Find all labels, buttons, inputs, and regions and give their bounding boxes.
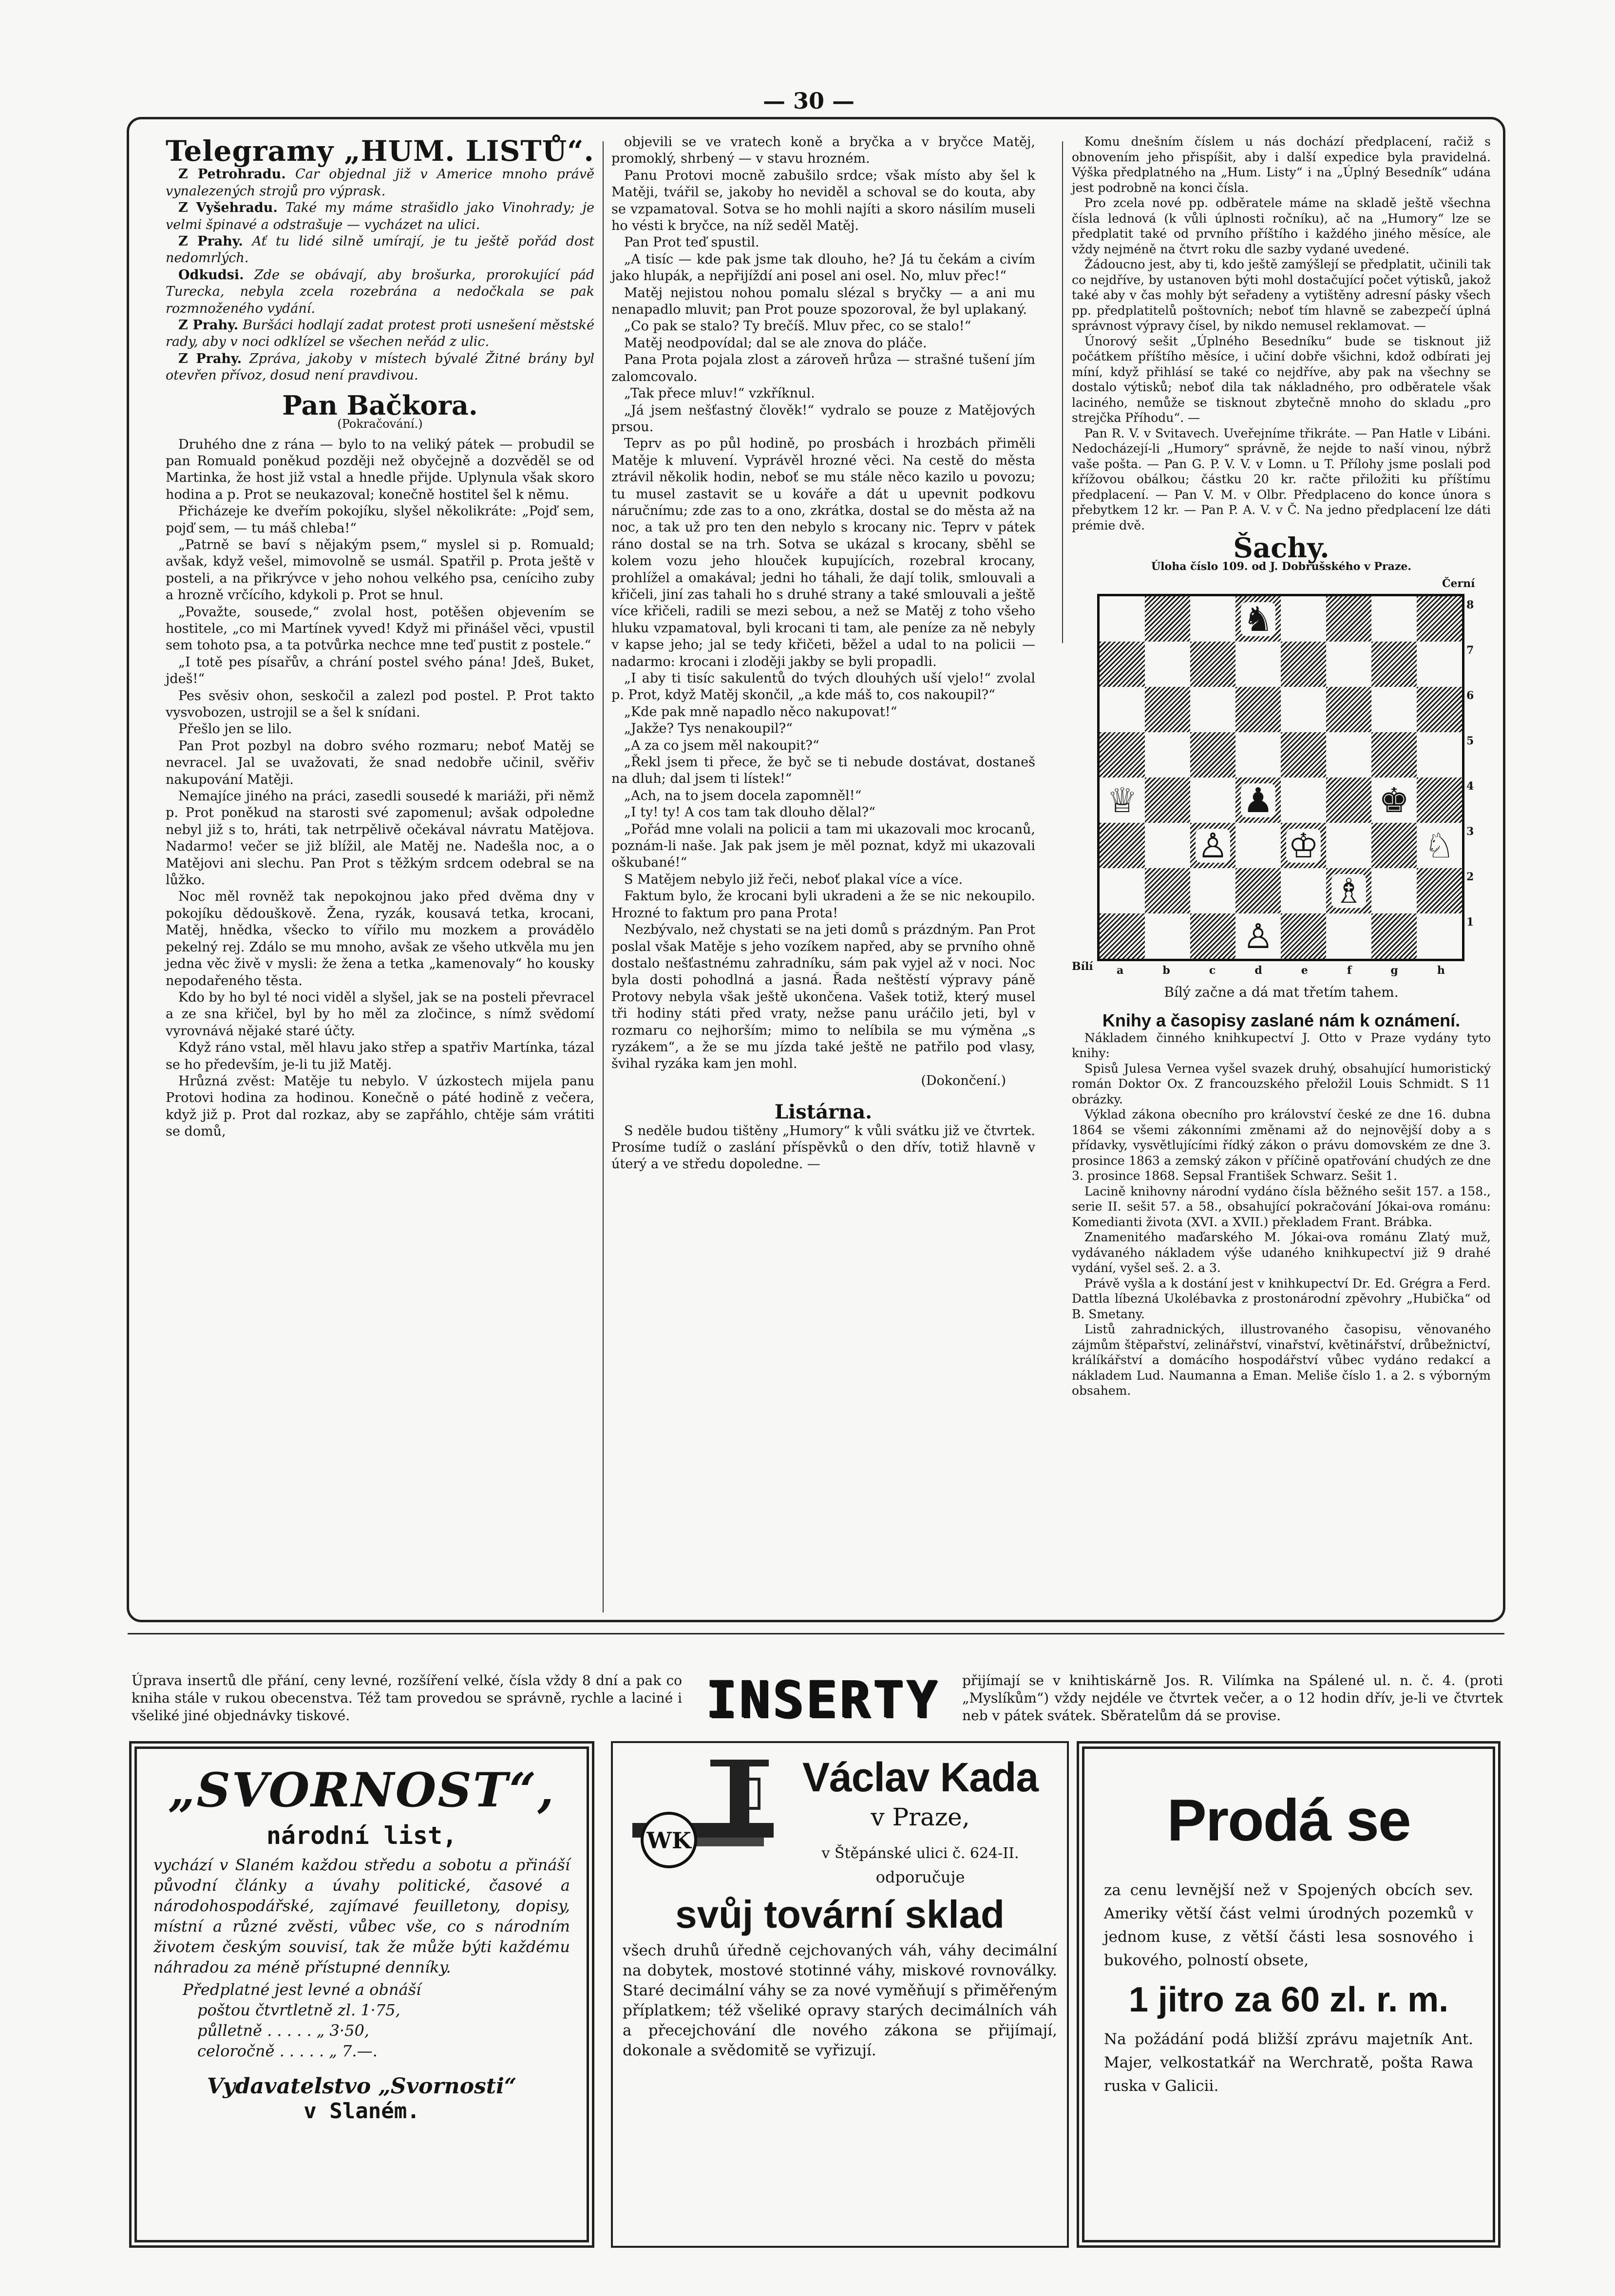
chess-square <box>1281 913 1326 959</box>
telegram-list <box>166 166 594 384</box>
chess-piece-icon: ♙ <box>1196 829 1230 863</box>
column-1 <box>166 134 594 1140</box>
rank-label: 4 <box>1466 780 1474 793</box>
chess-square <box>1100 732 1145 778</box>
chess-square <box>1235 596 1281 642</box>
kada-name: Václav Kada <box>802 1754 1038 1800</box>
chess-square <box>1281 596 1326 642</box>
story-text-col2 <box>611 134 1035 1073</box>
inserty-left-text: Úprava insertů dle přání, ceny levné, rozšíření velké, čísla vždy 8 dní a pak co kniha stále v rukou obecenstva. Též tam provedou se správně, rychle a laciné i všeliké jiné objednávky tiskové. <box>132 1672 682 1724</box>
chess-square <box>1326 642 1371 687</box>
rank-label: 8 <box>1466 599 1474 611</box>
file-label: b <box>1162 964 1170 977</box>
chess-square <box>1417 913 1462 959</box>
story-paragraph: „A tisíc — kde pak jsme tak dlouho, he? Já tu čekám a civím jako hlupák, a nepřijíždí ani posel ani osel. No, mluv přec!“ <box>611 251 1035 284</box>
chess-square <box>1190 823 1235 868</box>
book-item: Nákladem činného knihkupectví J. Otto v Praze vydány tyto knihy: <box>1072 1030 1491 1060</box>
story-paragraph: Kdo by ho byl té noci viděl a slyšel, jak se na posteli převracel a ze sna křičel, byl by ho měl za zločince, s nímž svědomí vyrovnává nějaké staré účty. <box>166 989 594 1039</box>
kada-city: v Praze, <box>871 1803 970 1831</box>
price-line: poštou čtvrtletně zl. 1·75, <box>197 2001 400 2019</box>
chess-square <box>1145 868 1190 913</box>
story-paragraph: objevili se ve vratech koně a bryčka a v bryčce Matěj, promoklý, shrbený — v stavu hrozném. <box>611 134 1035 167</box>
kada-address: v Štěpánské ulici č. 624-II. <box>821 1845 1019 1862</box>
chess-piece-icon: ♔ <box>1286 829 1321 863</box>
column-separator <box>603 141 604 1613</box>
story-paragraph: Pana Prota pojala zlost a zároveň hrůza — strašné tušení jím zalomcovalo. <box>611 352 1035 384</box>
story-paragraph: Matěj neodpovídal; dal se ale znova do pláče. <box>624 335 927 351</box>
chess-square <box>1326 913 1371 959</box>
chess-square <box>1326 732 1371 778</box>
chess-square <box>1190 778 1235 823</box>
books-list <box>1072 1030 1491 1399</box>
chess-square <box>1235 732 1281 778</box>
chess-square <box>1100 823 1145 868</box>
telegram-item <box>166 317 594 351</box>
proda-text2: Na požádání podá bližší zprávu majetník Ant. Majer, velkostatkář na Werchratě, pošta Rawa ruska v Galicii. <box>1104 2030 1473 2095</box>
chess-square <box>1326 687 1371 732</box>
chess-square <box>1100 687 1145 732</box>
chess-square <box>1145 778 1190 823</box>
file-label: g <box>1390 964 1398 977</box>
telegram-place: Z Petrohradu. <box>178 167 286 182</box>
book-item: Znamenitého maďarského M. Jókai-ova románu Zlatý muž, vydávaného nákladem výše udaného knihkupectví již 9 drahé vydání, vyšel seš. 2. a 3. <box>1072 1230 1491 1275</box>
chess-square <box>1100 778 1145 823</box>
telegram-place: Z Prahy. <box>178 234 243 249</box>
book-item: Výklad zákona obecního pro království české ze dne 16. dubna 1864 se všemi zákonními změnami až do nejnovější doby a s přídavky, vysvětlujícími řídký zákon o právu domovském ze dne 3. prosince 1863 a zemský zákon v příčině opatřování chudých ze dne 3. prosince 1868. Sepsal František Schwarz. Sešit 1. <box>1072 1107 1491 1183</box>
column-2 <box>611 134 1035 1173</box>
telegrams-title: Telegramy „HUM. LISTŮ“. <box>166 134 594 168</box>
chess-square <box>1417 596 1462 642</box>
listarna-text: S neděle budou tištěny „Humory“ k vůli svátku již ve čtvrtek. Prosíme tudíž o zaslání příspěvků o den dřív, totiž hlavně v úterý a ve středu dopoledne. — <box>611 1123 1035 1172</box>
rank-label: 6 <box>1466 689 1474 702</box>
story-title: Pan Bačkora. <box>282 389 478 421</box>
white-label: Bílí <box>1072 960 1093 973</box>
book-item: Právě vyšla a k dostání jest v knihkupectví Dr. Ed. Grégra a Ferd. Dattla líbezná Ukolébavka z prostonárodní zpěvohry „Hubička“ od B. Smetany. <box>1072 1276 1491 1321</box>
notice-paragraph: Žádoucno jest, aby ti, kdo ještě zamýšlejí se předplatit, učinili tak co nejdříve, by ustanoven býti mohl dostačující počet výtisků, jakož také aby v čas mohly být seřadeny a vytištěny adresní pásky všech pp. předplatitelů poštovních; neboť tím hlavně se zabezpečí úplná správnost výpravy čísel, by nikdo nemusel reklamovat. — <box>1072 257 1491 333</box>
telegram-text: Car objednal již v Americe mnoho právě vynalezených strojů pro výprask. <box>166 167 594 199</box>
story-paragraph: „I totě pes písařův, a chrání postel svého pána! Jdeš, Buket, jdeš!“ <box>166 654 594 687</box>
story-paragraph: „Co pak se stalo? Ty brečíš. Mluv přec, co se stalo!“ <box>624 319 971 334</box>
chess-square <box>1190 732 1235 778</box>
books-title: Knihy a časopisy zaslané nám k oznámení. <box>1102 1010 1461 1030</box>
svornost-title: „SVORNOST“, <box>168 1763 555 1818</box>
book-item: Listů zahradnických, illustrovaného časopisu, věnovaného zájmům štěpařství, zelinářství, vinařství, květinářství, drůbežnictví, králíkářství a domácího hospodářství vůbec vydáno redakcí a nákladem Lud. Naumanna a Eman. Meliše číslo 1. a 2. s výborným obsahem. <box>1072 1322 1491 1398</box>
telegram-item <box>166 351 594 384</box>
chess-square <box>1417 868 1462 913</box>
chess-square <box>1326 778 1371 823</box>
story-paragraph: „Jakže? Tys nenakoupil?“ <box>624 721 793 737</box>
story-paragraph: Přešlo jen se lilo. <box>178 721 292 737</box>
notice-paragraph: Pro zcela nové pp. odběratele máme na skladě ještě všechna čísla lednová (k vůli úplnosti ročníku), ač na „Humory“ lze se předplatit také od prvního příštího i každého jiného měsíce, ale vždy nejméně na čtvrt roku dle sazby vydané uvedené. <box>1072 196 1491 256</box>
chess-square <box>1235 687 1281 732</box>
rank-label: 2 <box>1466 871 1474 883</box>
book-item: Lacině knihovny národní vydáno čísla běžného sešit 157. a 158., serie II. sešit 57. a 58., obsahující pokračování Jókai-ova románu: Komedianti života (XVI. a XVII.) překladem Frant. Brábka. <box>1072 1184 1491 1229</box>
chess-piece-icon: ♚ <box>1377 783 1411 817</box>
chess-subtitle: Úloha číslo 109. od J. Dobrušského v Praze. <box>1151 560 1411 573</box>
chess-square <box>1371 868 1417 913</box>
story-paragraph: Hrůzná zvěst: Matěje tu nebylo. V úzkostech mijela panu Protovi hodina za hodinou. Konečně o páté hodině z večera, když již p. Prot dal rozkaz, aby se zapřáhlo, chtěje sám vrátiti se domů, <box>166 1073 594 1139</box>
story-paragraph: Faktum bylo, že krocani byli ukradeni a že se nic nekoupilo. Hrozné to faktum pro pana Prota! <box>611 889 1035 921</box>
story-paragraph: „Já jsem nešťastný člověk!“ vydralo se pouze z Matějových prsou. <box>611 402 1035 435</box>
chess-square <box>1371 687 1417 732</box>
chess-square <box>1417 778 1462 823</box>
chess-square <box>1326 823 1371 868</box>
chess-square <box>1145 823 1190 868</box>
file-label: h <box>1437 964 1445 977</box>
story-paragraph: Pan Prot teď spustil. <box>624 235 760 250</box>
story-paragraph: Nemajíce jiného na práci, zasedli sousedé k mariáži, při němž p. Prot poněkud na starosti své zapomenul; avšak odpoledne nebyl již s to, hráti, tak netrpělivě očekával návratu Matějova. Nadarmo! večer se již blížil, ale Matěj ne. Nadešla noc, a o Matějovi ani slechu. Pan Prot s těžkým srdcem odebral se na lůžko. <box>166 789 594 888</box>
price-line: celoročně . . . . . „ 7.—. <box>197 2042 378 2060</box>
file-label: d <box>1254 964 1262 977</box>
chess-square <box>1326 596 1371 642</box>
rank-labels <box>1466 598 1481 960</box>
chess-square <box>1281 732 1326 778</box>
page-number: — 30 — <box>762 88 855 114</box>
chess-square <box>1371 732 1417 778</box>
chess-square <box>1190 642 1235 687</box>
chess-square <box>1235 823 1281 868</box>
kada-opens: odporučuje <box>875 1868 965 1886</box>
telegram-text: Zde se obávají, aby brošurka, prorokující pád Turecka, nebyla zcela rozebrána a nedočkala se pak rozmnoženého vydání. <box>166 267 594 316</box>
chess-square <box>1235 913 1281 959</box>
column-separator <box>1062 141 1063 643</box>
chess-square <box>1145 687 1190 732</box>
chess-caption: Bílý začne a dá mat třetím tahem. <box>1164 984 1399 1000</box>
chess-square <box>1326 868 1371 913</box>
chess-square <box>1281 823 1326 868</box>
story-paragraph: Přicházeje ke dveřím pokojíku, slyšel několikráte: „Pojď sem, pojď sem, — tu máš chleba!“ <box>166 504 594 536</box>
chess-piece-icon: ♘ <box>1422 829 1457 863</box>
telegram-text: Také my máme strašidlo jako Vinohrady; je velmi špinavé a odstrašuje — vycházet na ulici. <box>166 200 595 232</box>
column-3 <box>1072 134 1491 1399</box>
book-item: Spisů Julesa Vernea vyšel svazek druhý, obsahující humoristický román Doktor Ox. Z francouzského přeložil Louis Schmidt. S 11 obrázky. <box>1072 1061 1491 1106</box>
telegram-text: Buršáci hodlají zadat protest proti usnešení městské rady, aby v noci odklízel se všechen neřád z ulic. <box>166 318 594 350</box>
ad-proda <box>1077 1741 1501 2248</box>
svornost-city: v Slaném. <box>304 2099 420 2124</box>
story-paragraph: Noc měl rovněž tak nepokojnou jako před dvěma dny v pokojíku dědouškově. Žena, ryzák, kousavá tetka, krocani, Matěj, hnědka, všecko to vířilo mu mozkem a provádělo pekelný rej. Zdálo se mu mnoho, avšak ze všeho utkvěla mu jen jedna věc živě v mysli: že žena a tetka „kamenovaly“ ho kousky nepodařeného těsta. <box>166 889 594 988</box>
ad-svornost <box>129 1741 594 2248</box>
chess-piece-icon: ♕ <box>1105 783 1140 817</box>
chess-square <box>1417 642 1462 687</box>
chess-piece-icon: ♗ <box>1331 874 1366 908</box>
chess-square <box>1190 868 1235 913</box>
file-label: e <box>1301 964 1308 977</box>
telegram-item <box>166 267 594 317</box>
story-paragraph: „A za co jsem měl nakoupit?“ <box>624 738 819 753</box>
story-ending: (Dokončení.) <box>921 1073 1006 1088</box>
story-paragraph: „I aby ti tisíc sakulentů do tvých dlouhých uší vjelo!“ zvolal p. Prot, když Matěj skončil, „a kde máš to, cos nakoupil?“ <box>611 671 1035 703</box>
listarna-title: Listárna. <box>774 1101 873 1124</box>
story-paragraph: S Matějem nebylo již řeči, neboť plakal více a více. <box>624 872 963 887</box>
chess-square <box>1371 596 1417 642</box>
black-label: Černí <box>1442 577 1475 590</box>
chess-square <box>1100 596 1145 642</box>
chess-square <box>1145 732 1190 778</box>
story-paragraph: „I ty! ty! A cos tam tak dlouho dělal?“ <box>624 805 875 820</box>
rank-label: 1 <box>1466 916 1474 929</box>
notice-paragraph: Komu dnešním číslem u nás dochází předplacení, račiž s obnovením jeho přispíšit, aby i další expedice byla pravidelná. Výška předplatného na „Hum. Listy“ i na „Úplný Besedník“ udána jest podrobně na konci čísla. <box>1072 134 1491 195</box>
file-label: c <box>1209 964 1216 977</box>
kada-text: všech druhů úředně cejchovaných váh, váhy decimální na dobytek, mostové stotinné váhy, miskové rovnoválky. Staré decimální váhy se za nové vyměňují s přiměřeným příplatkem; též všeliké opravy starých decimálních váh a přecejchování dle nového zákona se přijímají, dokonale a svědomitě se vyřizují. <box>623 1942 1057 2059</box>
chess-board <box>1097 594 1464 961</box>
ad-kada <box>611 1741 1069 2248</box>
chess-square <box>1371 823 1417 868</box>
svornost-publisher: Vydavatelstvo „Svornosti“ <box>207 2074 517 2099</box>
story-paragraph: „Kde pak mně napadlo něco nakupovat!“ <box>624 704 897 720</box>
telegram-item <box>166 233 594 267</box>
rank-label: 5 <box>1466 735 1474 747</box>
chess-square <box>1190 687 1235 732</box>
chess-square <box>1417 687 1462 732</box>
story-paragraph: Druhého dne z rána — bylo to na veliký pátek — probudil se pan Romuald poněkud později než obyčejně a dozvěděl se od Martinka, že host již vstal a hnedle přijde. Uplynula však skoro hodina a p. Prot se neukazoval; konečně hostitel šel k němu. <box>166 436 594 502</box>
story-paragraph: Matěj nejistou nohou pomalu slézal s bryčky — a ani mu nenapadlo mluvit; pan Prot pouze spozoroval, že byl uplakaný. <box>611 285 1035 318</box>
chess-square <box>1145 642 1190 687</box>
telegram-place: Z Vyšehradu. <box>178 200 278 216</box>
telegram-place: Z Prahy. <box>178 351 242 366</box>
rank-label: 7 <box>1466 644 1474 657</box>
chess-square <box>1235 642 1281 687</box>
chess-piece-icon: ♙ <box>1241 919 1275 953</box>
chess-square <box>1235 778 1281 823</box>
proda-big: 1 jitro za 60 zl. r. m. <box>1128 1980 1449 2019</box>
chess-square <box>1235 868 1281 913</box>
telegram-text: Ať tu lidé silně umírají, je tu ještě pořád dost nedomrlých. <box>166 234 594 266</box>
chess-square <box>1281 778 1326 823</box>
rank-label: 3 <box>1466 825 1474 838</box>
file-label: a <box>1117 964 1124 977</box>
chess-square <box>1417 823 1462 868</box>
story-paragraph: „Patrně se baví s nějakým psem,“ myslel si p. Romuald; avšak, když vešel, mimovolně se usmál. Spatřil p. Prota ještě v posteli, a na přikrývce v jeho nohou velkého psa, ceníciho zuby a hrozně vrčícího, kdykoli p. Prot se hnul. <box>166 537 594 603</box>
chess-piece-icon: ♟ <box>1241 783 1275 817</box>
story-paragraph: Teprv as po půl hodině, po prosbách i hrozbách přiměli Matěje k mluvení. Vyprávěl hrozné věci. Na cestě do města ztrávil několik hodin, neboť se mu stále něco kazilo u povozu; tu musel zastavit se u kováře a dát u upevnit podkovu náručnímu; zde zas to a ono, zkrátka, dostal se do města až na noc, a tak už pro ten den nebylo s krocany nic. Teprv v pátek ráno dostal se na trh. Sotva se ukázal s krocany, sběhl se kolem vozu jeho hlouček kupujících, rozebral krocany, prohlížel a omakával; jedni ho táhali, že dají tolik, smlouvali a křičeli, jiní zas tahali ho s druhé strany a také smlouvali a ještě více křičeli, radili se mezi sebou, a než se Matěj z toho všeho hluku vzpamatoval, byli krocani ti tam, ale peníze za ně nebyly v kapse jeho; jal se tedy křičeti, běžel a udal to na policii — nadarmo: krocani i zloději jakby se byli propadli. <box>611 436 1035 669</box>
chess-square <box>1190 913 1235 959</box>
chess-square <box>1281 687 1326 732</box>
story-paragraph: Nezbývalo, než chystati se na jeti domů s prázdným. Pan Prot poslal však Matěje s jeho vozíkem napřed, aby se prvního ohně dostalo nešťastnému zahradníku, sám pak vyjel až v noci. Noc byla dosti pohodlná a jasná. Řada neštěstí výpravy páně Protovy nebyla však ještě ukončena. Vašek totiž, který musel tři hodiny státi před vraty, nežse panu uráčilo jeti, byl v rozmaru co nejhorším; mimo to nelíbila se mu výměna „s ryzákem“, a že se mu jízda také ještě ne patřilo pod vlasy, švihal ryzáka kam jen mohl. <box>611 922 1035 1072</box>
story-paragraph: „Řekl jsem ti přece, že byč se ti nebude dostávat, dostaneš na dluh; dal jsem ti lístek!“ <box>611 755 1035 787</box>
logo-text: WK <box>646 1827 691 1854</box>
telegram-item <box>166 200 594 233</box>
inserty-title: INSERTY <box>706 1670 941 1729</box>
story-paragraph: Když ráno vstal, měl hlavu jako střep a spatřiv Martínka, tázal se ho především, je-li tu již Matěj. <box>166 1040 594 1072</box>
chess-square <box>1371 913 1417 959</box>
svornost-text: vychází v Slaném každou středu a sobotu a přináší původní články a úvahy politické, časové a národohospodářské, zajímavé feuilletony, dopisy, místní a různé zvěsti, vůbec vše, co s národním životem českým souvisí, tak že může býti každému náhradou za méně přístupné denníky. <box>153 1856 570 1976</box>
chess-square <box>1100 642 1145 687</box>
chess-square <box>1371 642 1417 687</box>
svornost-price-intro: Předplatné jest levné a obnáší <box>183 1980 421 1999</box>
telegram-place: Odkudsi. <box>178 267 244 283</box>
chess-square <box>1371 778 1417 823</box>
divider <box>128 1633 1504 1634</box>
chess-square <box>1100 913 1145 959</box>
scale-logo-icon <box>623 1750 783 1872</box>
chess-square <box>1190 596 1235 642</box>
notices <box>1072 134 1491 533</box>
story-paragraph: „Tak přece mluv!“ vzkříknul. <box>624 386 815 401</box>
story-paragraph: Pes svěsiv ohon, seskočil a zalezl pod postel. P. Prot takto vysvobozen, ustrojil se a šel k snídani. <box>166 688 594 720</box>
kada-big: svůj tovární sklad <box>675 1893 1005 1936</box>
telegram-item <box>166 166 594 200</box>
chess-square <box>1281 642 1326 687</box>
story-paragraph: „Ach, na to jsem docela zapomněl!“ <box>624 788 862 803</box>
chess-square <box>1100 868 1145 913</box>
chess-square <box>1145 596 1190 642</box>
story-paragraph: Panu Protovi mocně zabušilo srdce; však místo aby šel k Matěji, tvářil se, jakoby ho neviděl a schoval se do kouta, aby se vzpamatoval. Sotva se ho mohli najíti a skoro násilím museli ho vésti k bryčce, na níž seděl Matěj. <box>611 168 1035 234</box>
file-label: f <box>1347 964 1352 977</box>
svornost-subtitle: národní list, <box>266 1822 457 1850</box>
chess-square <box>1281 868 1326 913</box>
story-text-col1 <box>166 436 594 1140</box>
price-line: půlletně . . . . . „ 3·50, <box>197 2021 369 2040</box>
notice-paragraph: Únorový sešit „Úplného Besedníku“ bude se tisknout již počátkem příštího měsíce, i učiní dobře všichni, kdož odbírati jej míní, když přihlásí se také co nejdříve, aby pak na všechny se dostalo výtisků; neboť dila tak nákladného, pro odběratele však laciného, nemůže se tisknout zbytečně mnoho do skladu „pro strejčka Příhodu“. — <box>1072 334 1491 425</box>
telegram-text: Zpráva, jakoby v místech bývalé Žitné brány byl otevřen přívoz, dosud není pravdivou. <box>166 351 594 383</box>
story-paragraph: „Považte, sousede,“ zvolal host, potěšen objevením se hostitele, „co mi Martínek vyved! Když mi přinášel věci, vpustil sem tohoto psa, a ta potvůrka nechce mne teď pustit z postele.“ <box>166 604 594 653</box>
story-subtitle: (Pokračování.) <box>337 417 423 431</box>
story-paragraph: Pan Prot pozbyl na dobro svého rozmaru; neboť Matěj se nevracel. Jal se uvažovati, že snad nedobře učinil, svěřiv nakupování Matěji. <box>166 738 594 787</box>
chess-square <box>1417 732 1462 778</box>
chess-diagram <box>1072 574 1491 1013</box>
proda-title: Prodá se <box>1167 1787 1410 1853</box>
chess-title: Šachy. <box>1233 532 1330 564</box>
story-paragraph: „Pořád mne volali na policii a tam mi ukazovali moc krocanů, poznám-li naše. Jak pak jsem je měl poznat, když mi ukazovali oškubané!“ <box>611 821 1035 871</box>
chess-piece-icon: ♞ <box>1241 602 1275 636</box>
notice-paragraph: Pan R. V. v Svitavech. Uveřejníme třikráte. — Pan Hatle v Libáni. Nedocházejí-li „Humory“ správně, že nejde to naší vinou, nýbrž vaše pošta. — Pan G. P. V. V. v Lomn. u T. Přílohy jsme poslali pod křížovou obálkou; částku 20 kr. račte přiložiti ku příštímu předplacení. — Pan V. M. v Olbr. Předplaceno do konce února s přebytkem 12 kr. — Pan P. A. V. v Č. Na jedno předplacení lze dáti prémie dvě. <box>1072 426 1491 532</box>
proda-text1: za cenu levnější než v Spojených obcích sev. Ameriky větší část velmi úrodných pozemků v jednom kuse, z větší části lesa sosnového i bukového, polností obsete, <box>1104 1881 1473 1969</box>
telegram-place: Z Prahy. <box>178 318 239 333</box>
file-labels <box>1097 963 1464 979</box>
svornost-prices <box>153 2000 570 2061</box>
chess-square <box>1145 913 1190 959</box>
inserty-right-text: přijímají se v knihtiskárně Jos. R. Vilímka na Spálené ul. n. č. 4. (proti „Myslíkům“) vždy nejdéle ve čtvrtek večer, a o 12 hodin dřív, je-li ve čtvrtek neb v pátek svátek. Sběratelům dá se provise. <box>962 1672 1503 1724</box>
